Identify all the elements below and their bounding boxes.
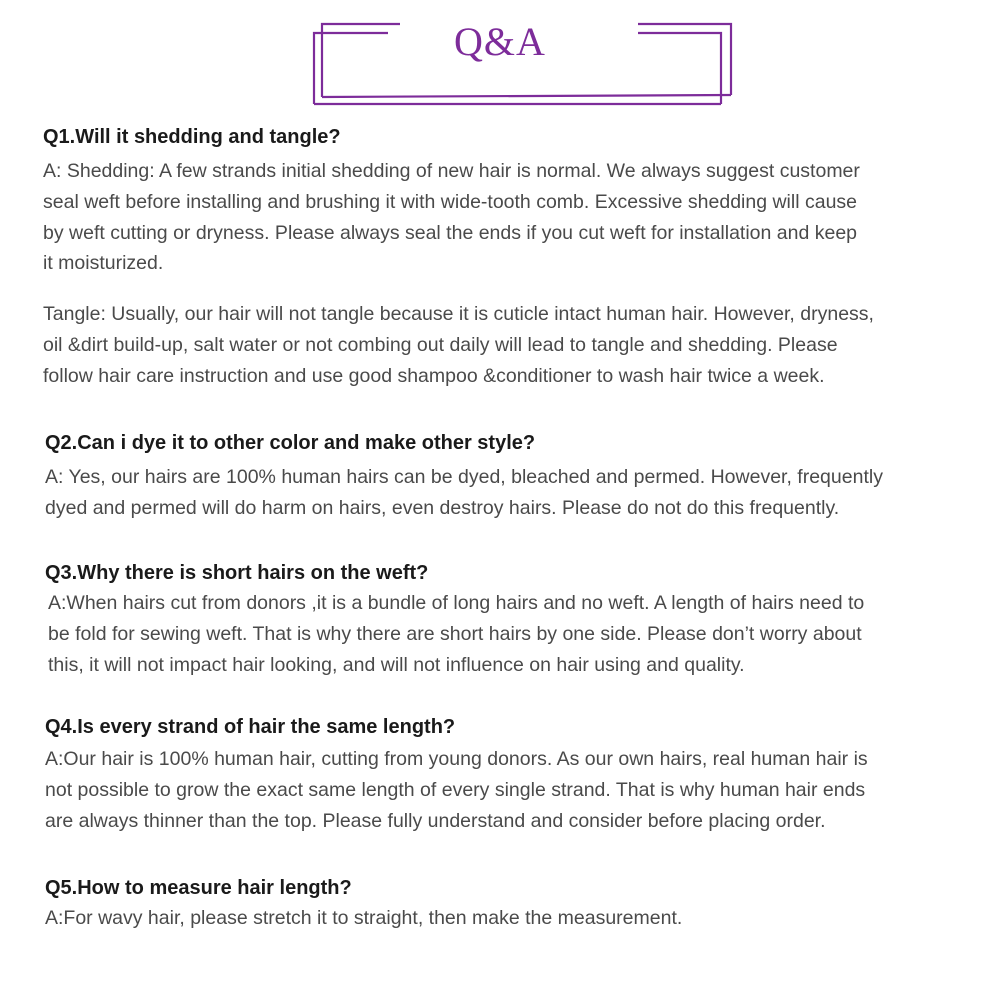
question-2: Q2.Can i dye it to other color and make other style?	[45, 432, 536, 454]
answer-line: A:For wavy hair, please stretch it to straight, then make the measurement.	[45, 907, 683, 929]
question-1: Q1.Will it shedding and tangle?	[43, 126, 341, 148]
answer-4	[45, 744, 975, 836]
qa-item-3	[45, 560, 975, 680]
qa-item-5	[45, 875, 975, 934]
answer-line: not possible to grow the exact same length of every single strand. That is why human hair ends	[45, 778, 866, 801]
answer-3	[45, 588, 975, 680]
answer-line: this, it will not impact hair looking, and will not influence on hair using and quality.	[48, 653, 745, 676]
qa-item-4	[45, 714, 975, 836]
answer-line: are always thinner than the top. Please fully understand and consider before placing order.	[45, 809, 826, 832]
qa-item-2	[45, 430, 975, 524]
answer-5	[45, 903, 975, 934]
answer-line: it moisturized.	[43, 252, 164, 275]
answer-line: A: Shedding: A few strands initial shedding of new hair is normal. We always suggest customer	[43, 160, 860, 182]
answer-line: A:When hairs cut from donors ,it is a bundle of long hairs and no weft. A length of hairs need to	[48, 592, 865, 614]
question-4: Q4.Is every strand of hair the same length?	[45, 716, 456, 738]
answer-line: Tangle: Usually, our hair will not tangle because it is cuticle intact human hair. However, dryness,	[43, 303, 874, 326]
answer-line: A:Our hair is 100% human hair, cutting from young donors. As our own hairs, real human hair is	[45, 748, 868, 770]
answer-line: by weft cutting or dryness. Please always seal the ends if you cut weft for installation and keep	[43, 221, 858, 244]
answer-line: dyed and permed will do harm on hairs, even destroy hairs. Please do not do this frequently.	[45, 496, 840, 519]
answer-2	[45, 462, 975, 524]
qa-item-1	[43, 124, 973, 392]
answer-line: A: Yes, our hairs are 100% human hairs can be dyed, bleached and permed. However, frequently	[45, 466, 883, 488]
answer-line: follow hair care instruction and use good shampoo &conditioner to wash hair twice a week.	[43, 364, 825, 387]
answer-line: be fold for sewing weft. That is why there are short hairs by one side. Please don’t worry about	[48, 622, 862, 645]
answer-1	[43, 156, 973, 392]
question-5: Q5.How to measure hair length?	[45, 877, 352, 899]
page-title: Q&A	[454, 19, 546, 64]
answer-line: oil &dirt build-up, salt water or not combing out daily will lead to tangle and shedding. Please	[43, 333, 838, 356]
answer-line: seal weft before installing and brushing it with wide-tooth comb. Excessive shedding will cause	[43, 190, 858, 213]
question-3: Q3.Why there is short hairs on the weft?	[45, 562, 429, 584]
